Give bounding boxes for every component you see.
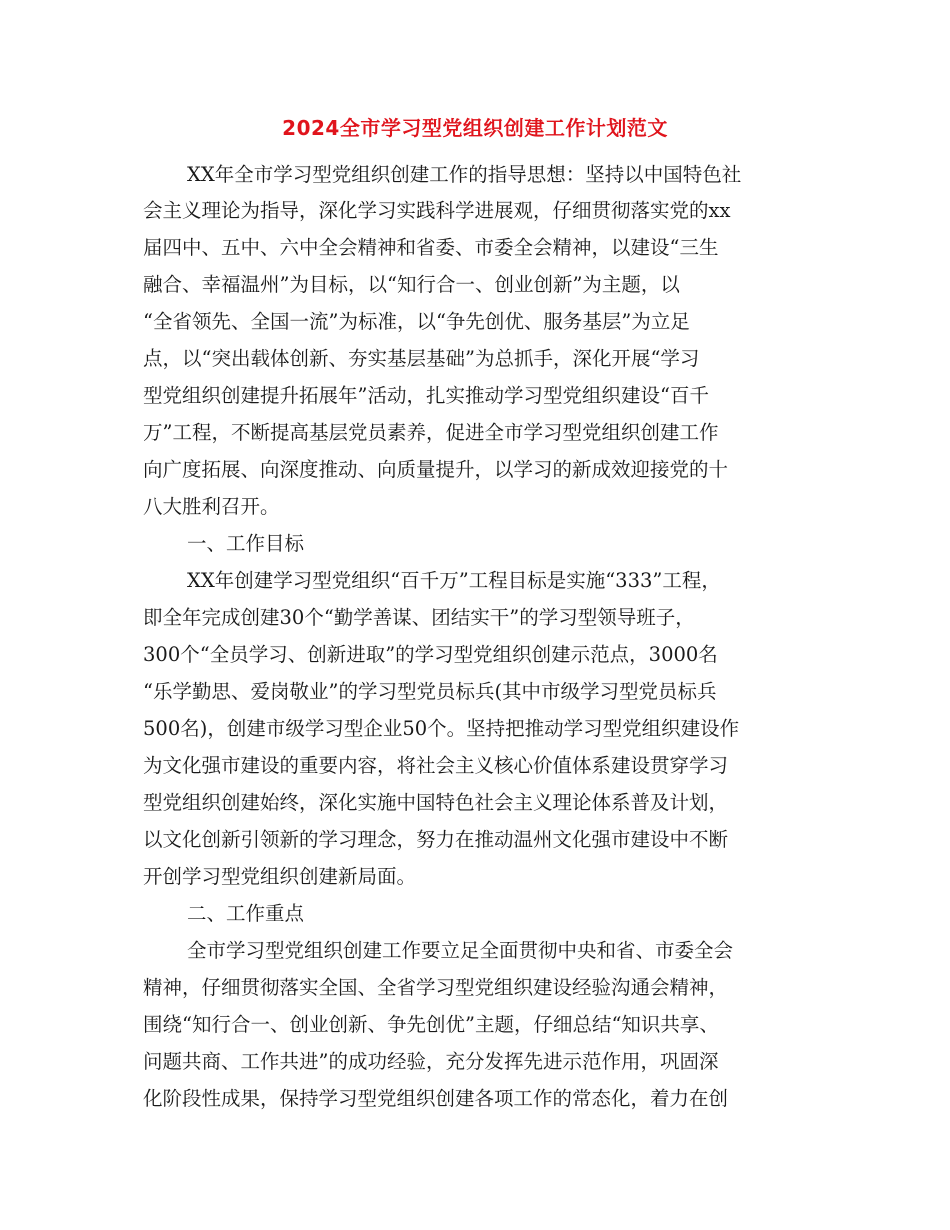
paragraph-line: 八大胜利召开。 — [143, 495, 280, 518]
paragraph-line: 万”工程，不断提高基层党员素养，促进全市学习型党组织创建工作 — [143, 421, 719, 444]
paragraph-line: 围绕“知行合一、创业创新、争先创优”主题，仔细总结“知识共享、 — [143, 1013, 719, 1036]
paragraph-line: 融合、幸福温州”为目标，以“知行合一、创业创新”为主题，以 — [143, 273, 680, 296]
paragraph-line: 精神，仔细贯彻落实全国、全省学习型党组织建设经验沟通会精神， — [143, 976, 729, 999]
paragraph-line: “全省领先、全国一流”为标准，以“争先创优、服务基层”为立足 — [143, 310, 690, 333]
paragraph-line: 为文化强市建设的重要内容，将社会主义核心价值体系建设贯穿学习 — [143, 754, 729, 777]
paragraph-line: 问题共商、工作共进”的成功经验，充分发挥先进示范作用，巩固深 — [143, 1050, 719, 1073]
paragraph-line: 会主义理论为指导，深化学习实践科学进展观，仔细贯彻落实党的xx — [143, 199, 731, 222]
paragraph-line: 届四中、五中、六中全会精神和省委、市委全会精神，以建设“三生 — [143, 236, 719, 259]
section-heading-focus: 二、工作重点 — [187, 902, 305, 925]
paragraph-line: 点，以“突出载体创新、夯实基层基础”为总抓手，深化开展“学习 — [143, 347, 700, 370]
paragraph-line: “乐学勤思、爱岗敬业”的学习型党员标兵(其中市级学习型党员标兵 — [143, 680, 717, 703]
paragraph-line: 型党组织创建始终，深化实施中国特色社会主义理论体系普及计划， — [143, 791, 729, 814]
paragraph-line: 即全年完成创建30个“勤学善谋、团结实干”的学习型领导班子， — [143, 606, 695, 629]
paragraph-line: 向广度拓展、向深度推动、向质量提升，以学习的新成效迎接党的十 — [143, 458, 729, 481]
section-heading-goals: 一、工作目标 — [187, 532, 305, 555]
paragraph-line: XX年创建学习型党组织“百千万”工程目标是实施“333”工程， — [187, 569, 721, 592]
document-title: 2024全市学习型党组织创建工作计划范文 — [282, 116, 668, 140]
paragraph-line: 化阶段性成果，保持学习型党组织创建各项工作的常态化，着力在创 — [143, 1087, 729, 1110]
paragraph-line: 全市学习型党组织创建工作要立足全面贯彻中央和省、市委全会 — [187, 939, 734, 962]
paragraph-line: 500名)，创建市级学习型企业50个。坚持把推动学习型党组织建设作 — [143, 717, 740, 740]
paragraph-line: 以文化创新引领新的学习理念，努力在推动温州文化强市建设中不断 — [143, 828, 729, 851]
paragraph-line: XX年全市学习型党组织创建工作的指导思想：坚持以中国特色社 — [187, 163, 742, 186]
paragraph-line: 开创学习型党组织创建新局面。 — [143, 865, 417, 888]
paragraph-line: 型党组织创建提升拓展年”活动，扎实推动学习型党组织建设“百千 — [143, 384, 709, 407]
paragraph-line: 300个“全员学习、创新进取”的学习型党组织创建示范点，3000名 — [143, 643, 718, 666]
